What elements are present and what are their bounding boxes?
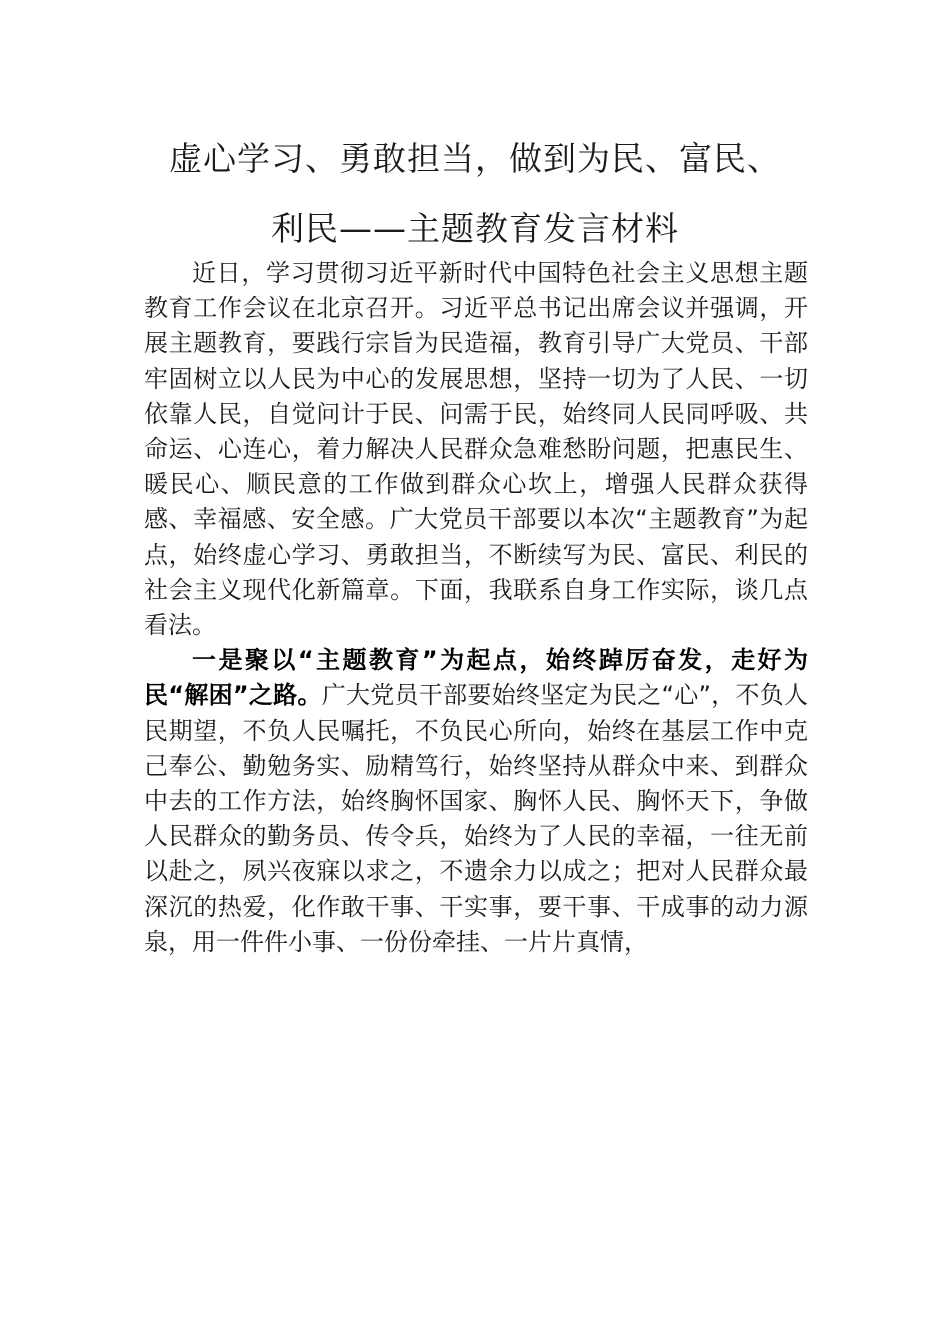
paragraph-1 <box>144 256 808 643</box>
document-title-line-2: 利民——主题教育发言材料 <box>271 209 679 248</box>
document-title-line-1: 虚心学习、勇敢担当，做到为民、富民、 <box>169 139 781 178</box>
paragraph-2-lead: 一是聚以“主题教育”为起点，始终踔厉奋发，走好为民“解困”之路。 <box>144 646 808 710</box>
paragraph-1-text: 近日，学习贯彻习近平新时代中国特色社会主义思想主题教育工作会议在北京召开。习近平总书记出席会议并强调，开展主题教育，要践行宗旨为民造福，教育引导广大党员、干部牢固树立以人民为中心的发展思想，坚持一切为了人民、一切依靠人民，自觉问计于民、问需于民，始终同人民同呼吸、共命运、心连心，着力解决人民群众急难愁盼问题，把惠民生、暖民心、顺民意的工作做到群众心坎上，增强人民群众获得感、幸福感、安全感。广大党员干部要以本次“主题教育”为起点，始终虚心学习、勇敢担当，不断续写为民、富民、利民的社会主义现代化新篇章。下面，我联系自身工作实际，谈几点看法。 <box>144 259 808 640</box>
paragraph-2-text: 广大党员干部要始终坚定为民之“心”，不负人民期望，不负人民嘱托，不负民心所向，始终在基层工作中克己奉公、勤勉务实、励精笃行，始终坚持从群众中来、到群众中去的工作方法，始终胸怀国家、胸怀人民、胸怀天下，争做人民群众的勤务员、传令兵，始终为了人民的幸福，一往无前以赴之，夙兴夜寐以求之，不遗余力以成之；把对人民群众最深沉的热爱，化作敢干事、干实事，要干事、干成事的动力源泉，用一件件小事、一份份牵挂、一片片真情， <box>144 681 808 956</box>
document-body <box>144 256 808 960</box>
paragraph-2 <box>144 643 808 960</box>
